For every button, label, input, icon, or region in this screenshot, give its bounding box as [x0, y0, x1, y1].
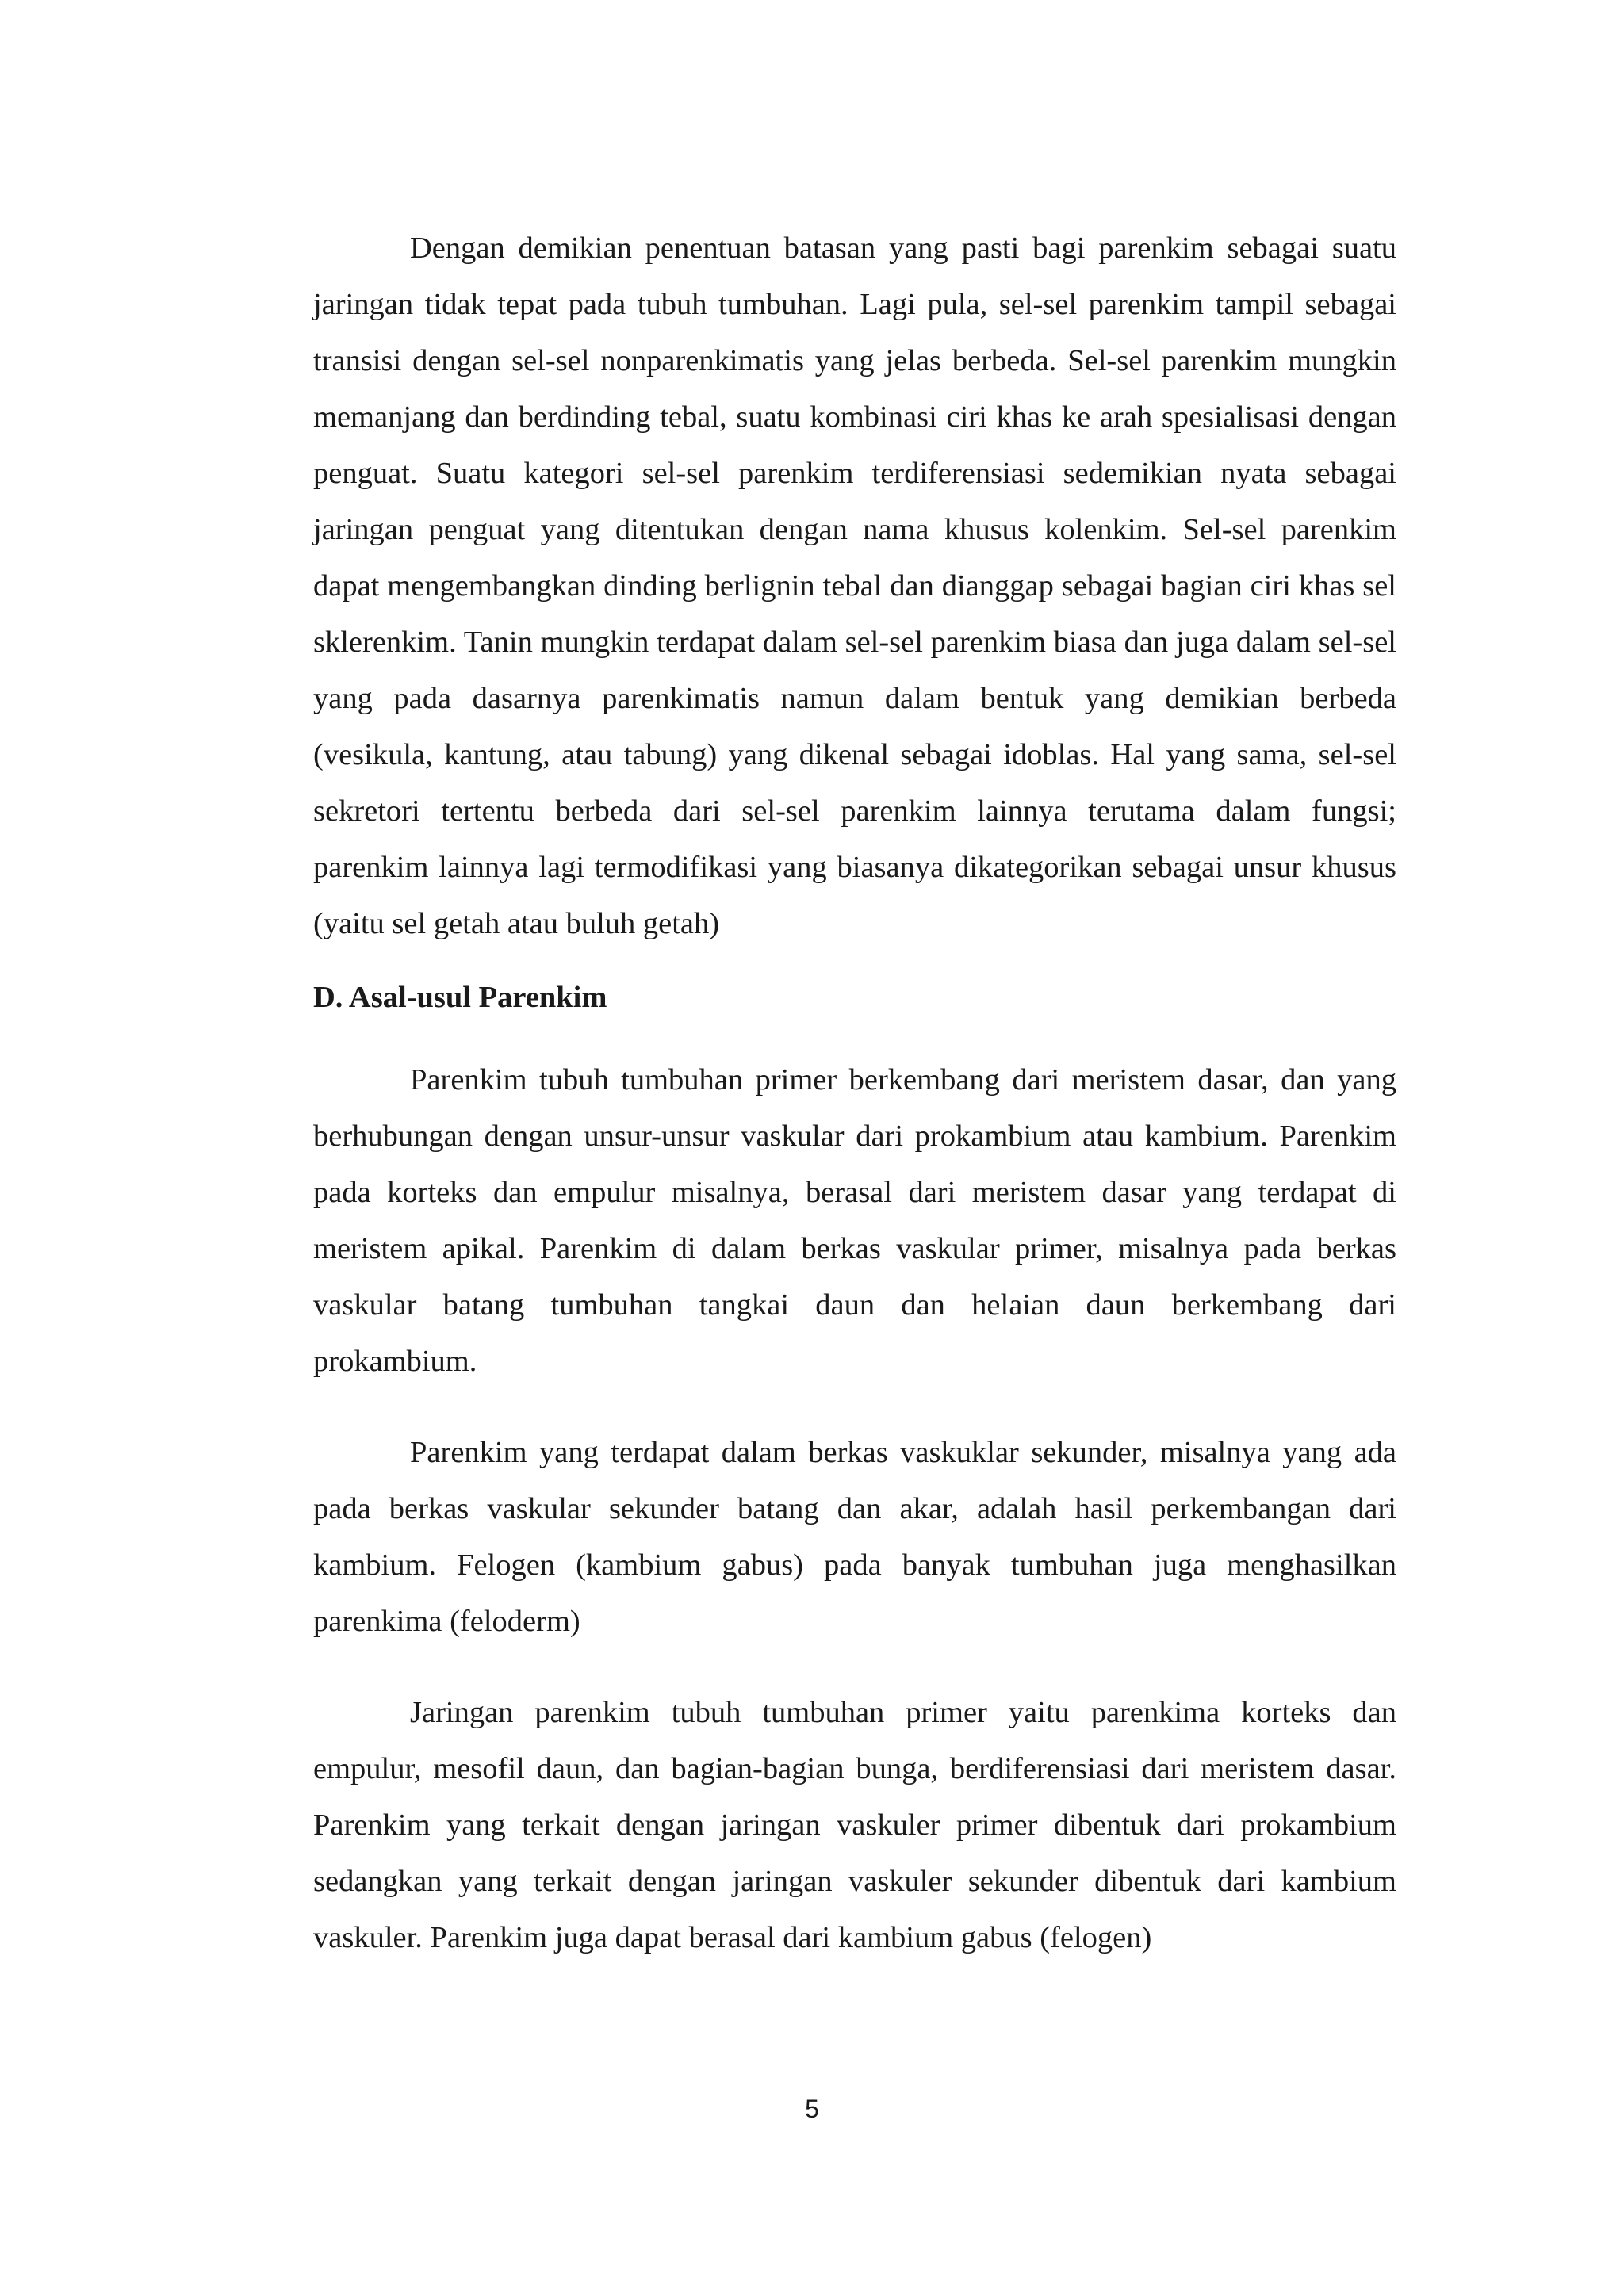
page-number: 5 — [805, 2095, 819, 2123]
page-body — [313, 220, 1396, 1966]
section-heading: D. Asal-usul Parenkim — [313, 981, 607, 1014]
body-paragraph-2: Parenkim tubuh tumbuhan primer berkembang dari meristem dasar, dan yang berhubungan dengan unsur-unsur vaskular dari prokambium atau kambium. Parenkim pada korteks dan empulur misalnya, berasal dari meristem dasar yang terdapat di meristem apikal. Parenkim di dalam berkas vaskular primer, misalnya pada berkas vaskular batang tumbuhan tangkai daun dan helaian daun berkembang dari prokambium. — [313, 1063, 1396, 1378]
body-paragraph-3: Parenkim yang terdapat dalam berkas vaskuklar sekunder, misalnya yang ada pada berkas vaskular sekunder batang dan akar, adalah hasil perkembangan dari kambium. Felogen (kambium gabus) pada banyak tumbuhan juga menghasilkan parenkima (feloderm) — [313, 1436, 1396, 1638]
body-paragraph-4: Jaringan parenkim tubuh tumbuhan primer yaitu parenkima korteks dan empulur, mesofil daun, dan bagian-bagian bunga, berdiferensiasi dari meristem dasar. Parenkim yang terkait dengan jaringan vaskuler primer dibentuk dari prokambium sedangkan yang terkait dengan jaringan vaskuler sekunder dibentuk dari kambium vaskuler. Parenkim juga dapat berasal dari kambium gabus (felogen) — [313, 1696, 1396, 1954]
body-paragraph-1: Dengan demikian penentuan batasan yang pasti bagi parenkim sebagai suatu jaringan tidak tepat pada tubuh tumbuhan. Lagi pula, sel-sel parenkim tampil sebagai transisi dengan sel-sel nonparenkimatis yang jelas berbeda. Sel-sel parenkim mungkin memanjang dan berdinding tebal, suatu kombinasi ciri khas ke arah spesialisasi dengan penguat. Suatu kategori sel-sel parenkim terdiferensiasi sedemikian nyata sebagai jaringan penguat yang ditentukan dengan nama khusus kolenkim. Sel-sel parenkim dapat mengembangkan dinding berlignin tebal dan dianggap sebagai bagian ciri khas sel sklerenkim. Tanin mungkin terdapat dalam sel-sel parenkim biasa dan juga dalam sel-sel yang pada dasarnya parenkimatis namun dalam bentuk yang demikian berbeda (vesikula, kantung, atau tabung) yang dikenal sebagai idoblas. Hal yang sama, sel-sel sekretori tertentu berbeda dari sel-sel parenkim lainnya terutama dalam fungsi; parenkim lainnya lagi termodifikasi yang biasanya dikategorikan sebagai unsur khusus (yaitu sel getah atau buluh getah) — [313, 232, 1396, 940]
